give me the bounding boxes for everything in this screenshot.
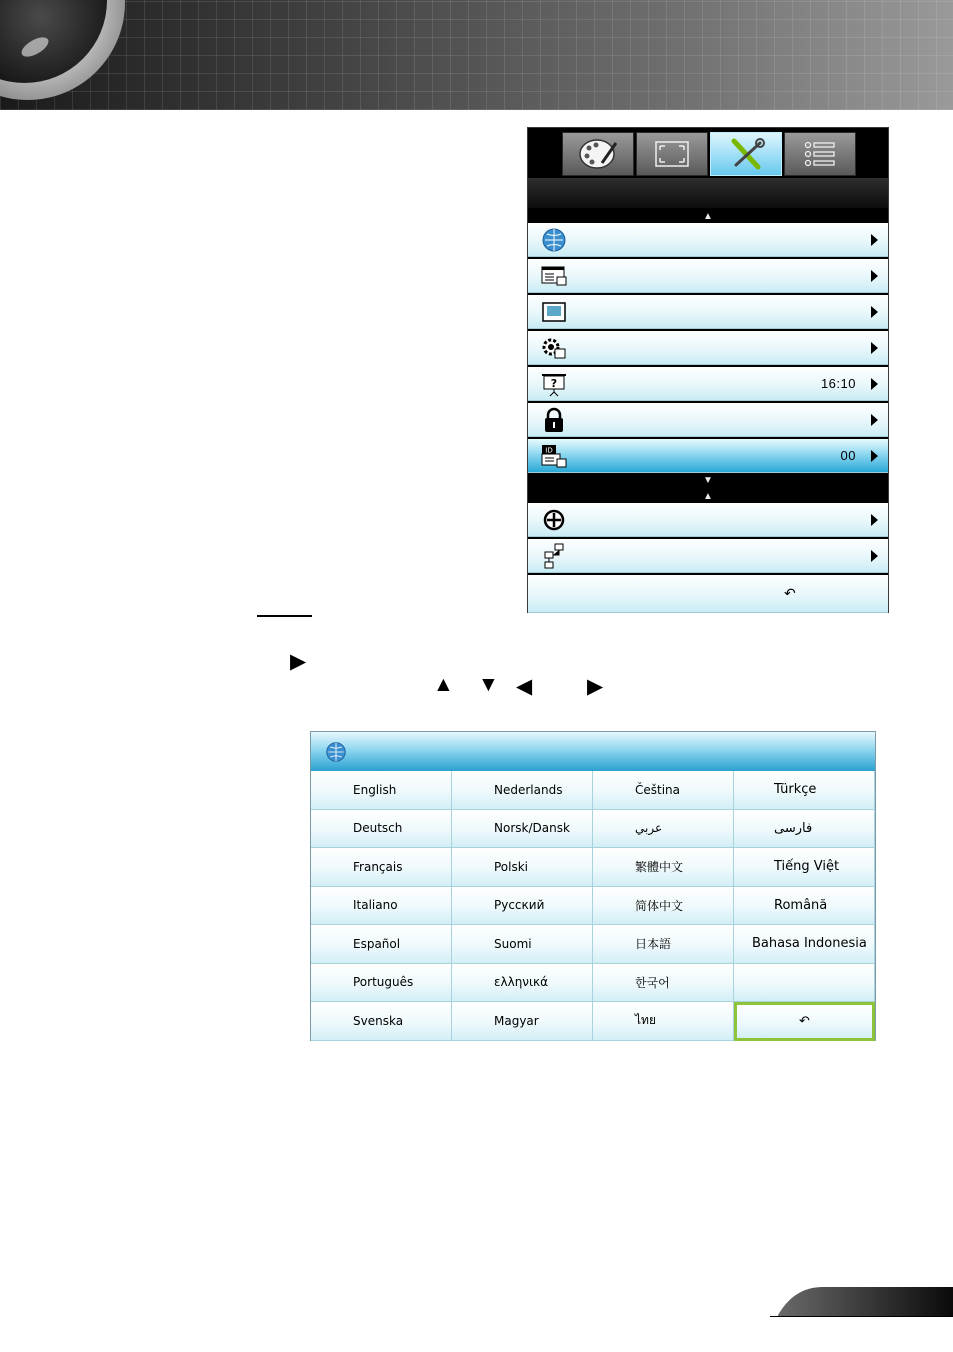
language-option[interactable]: Suomi bbox=[452, 925, 593, 964]
submenu-arrow bbox=[871, 550, 878, 562]
language-option[interactable]: Español bbox=[311, 925, 452, 964]
language-option[interactable]: Nederlands bbox=[452, 771, 593, 810]
language-option[interactable]: Русский bbox=[452, 887, 593, 926]
svg-text:?: ? bbox=[550, 376, 558, 390]
advanced-gear-icon bbox=[541, 335, 567, 361]
language-option[interactable]: Türkçe bbox=[734, 771, 875, 810]
language-option[interactable]: English bbox=[311, 771, 452, 810]
projection-icon bbox=[541, 299, 567, 325]
osd-row-projector-id[interactable] bbox=[528, 439, 888, 473]
screen-type-icon bbox=[541, 371, 567, 397]
language-option[interactable]: ไทย bbox=[593, 1002, 734, 1041]
language-option[interactable]: Bahasa Indonesia bbox=[734, 925, 875, 964]
language-grid bbox=[311, 771, 875, 1041]
language-option[interactable]: Français bbox=[311, 848, 452, 887]
globe-icon bbox=[325, 741, 347, 763]
osd-row-security[interactable] bbox=[528, 403, 888, 437]
language-empty-cell bbox=[734, 964, 875, 1003]
tools-icon bbox=[724, 137, 768, 171]
svg-text:ID: ID bbox=[545, 446, 553, 454]
language-option[interactable]: فارسی bbox=[734, 810, 875, 849]
language-option[interactable]: 繁體中文 bbox=[593, 848, 734, 887]
arrow-up-icon: ▲ bbox=[433, 673, 454, 696]
list-icon bbox=[798, 137, 842, 171]
language-option[interactable]: 简体中文 bbox=[593, 887, 734, 926]
osd-row-signal[interactable] bbox=[528, 503, 888, 537]
arrow-down-icon: ▼ bbox=[478, 673, 499, 696]
arrow-right-icon-2: ▶ bbox=[587, 675, 604, 698]
tab-setup[interactable] bbox=[710, 132, 782, 176]
language-option[interactable]: Svenska bbox=[311, 1002, 452, 1041]
language-option[interactable]: عربي bbox=[593, 810, 734, 849]
submenu-arrow bbox=[871, 378, 878, 390]
footer-rule bbox=[770, 1316, 953, 1317]
language-return-button[interactable]: ↶ bbox=[734, 1002, 875, 1041]
scroll-down-indicator[interactable]: ▼ bbox=[528, 473, 888, 487]
page-number-tab bbox=[773, 1285, 953, 1317]
tab-image[interactable] bbox=[562, 132, 634, 176]
osd-row-menu-location[interactable] bbox=[528, 259, 888, 293]
osd-row-advanced[interactable] bbox=[528, 331, 888, 365]
tab-options[interactable] bbox=[784, 132, 856, 176]
submenu-arrow bbox=[871, 450, 878, 462]
network-icon bbox=[541, 543, 567, 569]
osd-row-return[interactable] bbox=[528, 575, 888, 613]
menu-location-icon bbox=[541, 263, 567, 289]
arrow-right-icon: ▶ bbox=[290, 650, 307, 673]
projector-id-icon bbox=[541, 443, 567, 469]
projector-id-value: 00 bbox=[840, 448, 856, 463]
submenu-arrow bbox=[871, 514, 878, 526]
crosshair-icon bbox=[541, 507, 567, 533]
language-option[interactable]: Čeština bbox=[593, 771, 734, 810]
osd-title-bar bbox=[528, 178, 888, 208]
language-option[interactable]: Norsk/Dansk bbox=[452, 810, 593, 849]
language-option[interactable]: Tiếng Việt bbox=[734, 848, 875, 887]
scroll-up-indicator-2[interactable]: ▲ bbox=[528, 489, 888, 503]
osd-row-network[interactable] bbox=[528, 539, 888, 573]
language-option[interactable]: Română bbox=[734, 887, 875, 926]
language-option[interactable]: 日本語 bbox=[593, 925, 734, 964]
submenu-arrow bbox=[871, 270, 878, 282]
screen-corners-icon bbox=[650, 137, 694, 171]
underline-mark bbox=[257, 615, 312, 617]
header-banner bbox=[0, 0, 953, 110]
submenu-arrow bbox=[871, 234, 878, 246]
language-menu bbox=[310, 731, 876, 1041]
osd-row-language[interactable] bbox=[528, 223, 888, 257]
language-option[interactable]: Português bbox=[311, 964, 452, 1003]
tab-display[interactable] bbox=[636, 132, 708, 176]
lock-icon bbox=[541, 407, 567, 433]
language-option[interactable]: Magyar bbox=[452, 1002, 593, 1041]
language-menu-header bbox=[311, 732, 875, 771]
arrow-left-icon: ◀ bbox=[516, 675, 533, 698]
osd-tab-bar bbox=[562, 132, 856, 178]
scroll-up-indicator[interactable]: ▲ bbox=[528, 209, 888, 223]
language-option[interactable]: Italiano bbox=[311, 887, 452, 926]
screen-type-value: 16:10 bbox=[820, 376, 856, 391]
osd-row-projection[interactable] bbox=[528, 295, 888, 329]
language-option[interactable]: Deutsch bbox=[311, 810, 452, 849]
submenu-arrow bbox=[871, 306, 878, 318]
palette-icon bbox=[576, 137, 620, 171]
language-option[interactable]: Polski bbox=[452, 848, 593, 887]
language-option[interactable]: 한국어 bbox=[593, 964, 734, 1003]
submenu-arrow bbox=[871, 414, 878, 426]
submenu-arrow bbox=[871, 342, 878, 354]
globe-icon bbox=[541, 227, 567, 253]
return-icon: ↶ bbox=[784, 585, 796, 601]
language-option[interactable]: ελληνικά bbox=[452, 964, 593, 1003]
osd-setup-menu bbox=[527, 127, 889, 613]
osd-row-screen-type[interactable] bbox=[528, 367, 888, 401]
